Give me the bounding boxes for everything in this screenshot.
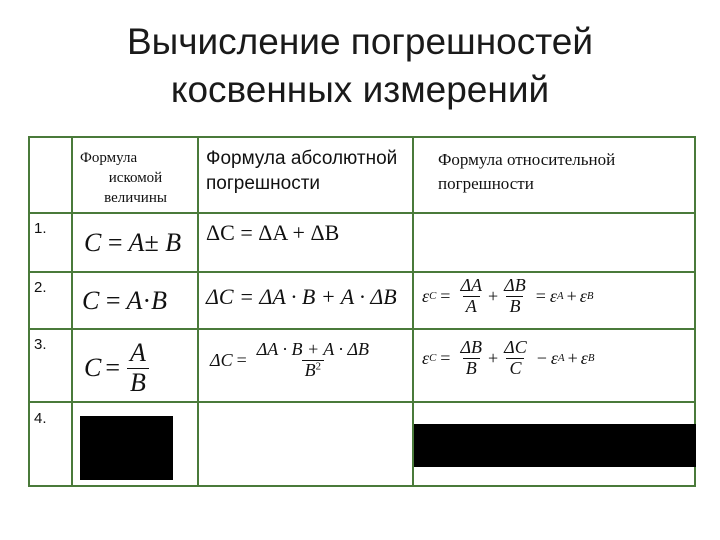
table-border-bottom xyxy=(28,485,696,487)
header-relative-line-1: Формула относительной xyxy=(438,150,616,169)
fraction xyxy=(254,340,372,381)
formula-symbol: ε xyxy=(550,347,558,368)
table-row-divider-4 xyxy=(28,401,696,403)
fraction xyxy=(501,338,530,379)
row-number-2: 2. xyxy=(34,279,47,296)
formula-symbol: · xyxy=(142,286,152,315)
fraction-numerator: ΔC xyxy=(504,337,527,357)
formula-table xyxy=(28,136,696,487)
row-number-4: 4. xyxy=(34,410,47,427)
slide-title xyxy=(0,18,720,114)
header-quantity xyxy=(78,148,193,208)
fraction xyxy=(501,276,529,317)
title-line-1: Вычисление погрешностей xyxy=(126,21,594,62)
formula-relative-3 xyxy=(422,338,594,379)
formula-symbol: ε xyxy=(549,285,557,306)
formula-quantity-1 xyxy=(84,228,181,258)
title-line-2: косвенных измерений xyxy=(170,69,550,110)
fraction-numerator: ΔB xyxy=(460,337,483,357)
redacted-formula-quantity-4 xyxy=(80,416,173,480)
header-relative-line-2: погрешности xyxy=(438,174,534,193)
table-row-divider-2 xyxy=(28,271,696,273)
formula-symbol: B xyxy=(587,352,595,365)
formula-quantity-2 xyxy=(82,286,167,316)
formula-absolute-2: ΔC = ΔA · B + A · ΔB xyxy=(206,284,397,309)
header-quantity-line-1: Формула xyxy=(80,150,138,166)
formula-symbol: − xyxy=(536,347,547,368)
fraction-numerator: A xyxy=(130,338,146,367)
formula-symbol: C xyxy=(429,290,437,303)
formula-symbol: + xyxy=(488,285,499,306)
header-absolute xyxy=(206,146,397,196)
fraction-denominator: B xyxy=(127,368,149,398)
redacted-formula-relative-4 xyxy=(414,424,696,467)
table-divider-col2 xyxy=(197,136,199,487)
formula-symbol: + xyxy=(567,347,578,368)
header-relative xyxy=(438,148,615,196)
table-border-left xyxy=(28,136,30,487)
formula-symbol: C xyxy=(82,286,100,315)
formula-symbol: = xyxy=(535,285,546,306)
header-absolute-line-2: погрешности xyxy=(206,173,321,194)
fraction-numerator: ΔA · B + A · ΔB xyxy=(256,339,370,359)
formula-relative-2 xyxy=(422,276,593,317)
formula-symbol: C xyxy=(84,228,102,257)
formula-symbol: B xyxy=(151,286,167,315)
row-number-3: 3. xyxy=(34,336,47,353)
formula-absolute-3 xyxy=(210,340,375,381)
table-border-top xyxy=(28,136,696,138)
header-quantity-line-3: величины xyxy=(104,190,167,206)
formula-symbol: + xyxy=(566,285,577,306)
formula-symbol: B xyxy=(165,228,182,257)
fraction-denominator: C xyxy=(506,358,524,379)
formula-symbol: C xyxy=(84,353,102,383)
formula-symbol: C xyxy=(429,352,437,365)
formula-symbol: ε xyxy=(579,285,587,306)
formula-absolute-1: ΔC = ΔA + ΔB xyxy=(206,220,340,245)
fraction xyxy=(457,276,485,317)
fraction-numerator: ΔA xyxy=(460,275,483,295)
formula-symbol: = xyxy=(105,286,121,315)
formula-symbol: ± xyxy=(144,228,159,257)
formula-symbol: ε xyxy=(580,347,588,368)
table-divider-num xyxy=(71,136,73,487)
formula-symbol: = xyxy=(105,353,121,383)
row-number-1: 1. xyxy=(34,220,47,237)
header-absolute-line-1: Формула абсолютной xyxy=(206,148,398,169)
table-row-divider-3 xyxy=(28,328,696,330)
formula-symbol: = xyxy=(107,228,123,257)
table-row-divider-1 xyxy=(28,212,696,214)
formula-symbol: = xyxy=(236,349,247,370)
formula-symbol: A xyxy=(126,286,143,315)
fraction xyxy=(457,338,485,379)
fraction-denominator: B xyxy=(506,296,523,317)
fraction-numerator: ΔB xyxy=(504,275,526,295)
formula-symbol: A xyxy=(558,352,565,365)
formula-symbol: ε xyxy=(422,347,430,368)
fraction-denominator xyxy=(302,360,324,381)
formula-quantity-3 xyxy=(84,339,152,397)
formula-symbol: ΔC xyxy=(210,349,233,370)
formula-symbol: A xyxy=(556,290,564,303)
formula-symbol: B xyxy=(304,359,316,380)
header-quantity-line-2: искомой xyxy=(108,170,163,186)
fraction xyxy=(127,339,149,397)
fraction-denominator: B xyxy=(463,358,480,379)
formula-symbol: + xyxy=(488,347,499,368)
formula-symbol: = xyxy=(440,285,451,306)
fraction-denominator: A xyxy=(463,296,480,317)
formula-symbol: B xyxy=(586,290,594,303)
formula-symbol: ε xyxy=(422,285,430,306)
formula-symbol: 2 xyxy=(315,360,322,373)
formula-symbol: A xyxy=(128,228,145,257)
formula-symbol: = xyxy=(440,347,451,368)
